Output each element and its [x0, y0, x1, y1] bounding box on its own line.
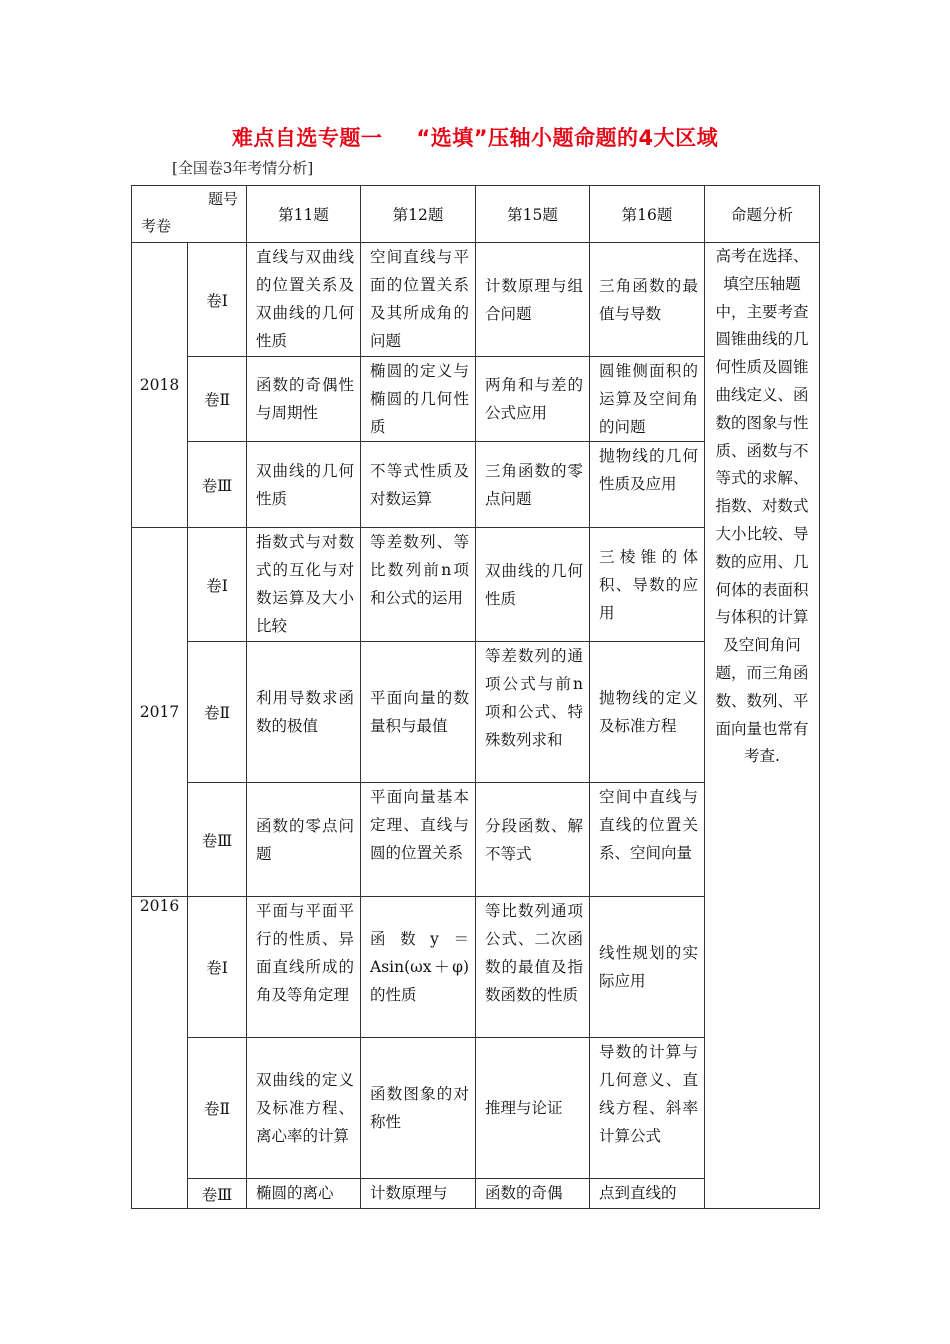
subtitle: [全国卷3年考情分析]	[172, 159, 314, 177]
cell-q11: 双曲线的定义及标准方程、离心率的计算	[256, 1071, 354, 1145]
cell-q12: 平面向量的数量积与最值	[370, 689, 469, 735]
cell-q11: 平面与平面平行的性质、异面直线所成的角及等角定理	[256, 902, 354, 1004]
header-q11: 第11题	[247, 186, 361, 243]
year-2018: 2018	[132, 243, 188, 528]
cell-q11: 椭圆的离心	[256, 1184, 334, 1202]
analysis-text: 高考在选择、填空压轴题中，主要考查圆锥曲线的几何性质及圆锥曲线定义、函数的图象与性质、函数与不等式的求解、指数、对数式大小比较、导数的应用、几何体的表面积与体积的计算及空间角问题，而三角函数、数列、平面向量也常有考查.	[715, 247, 809, 766]
cell-q11: 函数的奇偶性与周期性	[256, 376, 354, 422]
cell-q12: 计数原理与	[370, 1184, 448, 1202]
header-q16: 第16题	[590, 186, 705, 243]
cell-q15: 三角函数的零点问题	[485, 461, 583, 508]
year-2016: 2016	[132, 897, 188, 1209]
cell-q16: 圆锥侧面积的运算及空间角的问题	[599, 362, 698, 436]
paper-label: 卷Ⅰ	[188, 528, 247, 642]
analysis-cell	[705, 243, 820, 1209]
cell-q16: 线性规划的实际应用	[599, 944, 698, 990]
cell-q15: 双曲线的几何性质	[485, 561, 583, 608]
header-q15: 第15题	[476, 186, 590, 243]
cell-q11: 指数式与对数式的互化与对数运算及大小比较	[256, 533, 354, 635]
cell-q16: 空间中直线与直线的位置关系、空间向量	[599, 788, 698, 862]
corner-label-question: 题号	[207, 190, 238, 208]
paper-label: 卷Ⅱ	[188, 357, 247, 442]
cell-q12: 平面向量基本定理、直线与圆的位置关系	[370, 788, 469, 862]
cell-q15: 推理与论证	[485, 1099, 563, 1117]
cell-q15: 计数原理与组合问题	[485, 276, 583, 323]
cell-q12: 空间直线与平面的位置关系及其所成角的问题	[370, 248, 469, 350]
cell-q12: 等差数列、等比数列前n项和公式的运用	[370, 533, 469, 607]
cell-q15: 函数的奇偶	[485, 1184, 563, 1202]
cell-q16: 三棱锥的体积、导数的应用	[599, 547, 698, 622]
exam-analysis-table	[131, 185, 820, 1209]
title-part-b: “选填”压轴小题命题的4大区域	[416, 126, 719, 150]
cell-q12: 不等式性质及对数运算	[370, 461, 469, 508]
cell-q15: 等比数列通项公式、二次函数的最值及指数函数的性质	[485, 902, 583, 1004]
header-row	[132, 186, 820, 243]
cell-q16: 点到直线的	[599, 1184, 677, 1202]
cell-q16: 三角函数的最值与导数	[599, 276, 698, 323]
paper-label: 卷Ⅰ	[188, 243, 247, 357]
cell-q15: 分段函数、解不等式	[485, 816, 583, 863]
year-2017: 2017	[132, 528, 188, 897]
page-title	[0, 122, 950, 152]
paper-label: 卷Ⅲ	[188, 783, 247, 897]
paper-label: 卷Ⅲ	[188, 442, 247, 528]
cell-q15: 等差数列的通项公式与前n项和公式、特殊数列求和	[485, 647, 583, 749]
cell-q16: 抛物线的定义及标准方程	[599, 689, 698, 735]
table-row	[132, 243, 820, 357]
header-q12: 第12题	[361, 186, 476, 243]
corner-cell	[132, 186, 247, 243]
header-analysis: 命题分析	[705, 186, 820, 243]
cell-q16: 导数的计算与几何意义、直线方程、斜率计算公式	[599, 1043, 698, 1145]
paper-label: 卷Ⅲ	[188, 1179, 247, 1209]
cell-q12: 函数图象的对称性	[370, 1085, 469, 1131]
cell-q12: 椭圆的定义与椭圆的几何性质	[370, 362, 469, 436]
cell-q11: 直线与双曲线的位置关系及双曲线的几何性质	[256, 248, 354, 350]
cell-q11: 利用导数求函数的极值	[256, 689, 354, 735]
cell-q12: 函数y＝Asin(ωx＋φ)的性质	[370, 930, 469, 1004]
paper-label: 卷Ⅰ	[188, 897, 247, 1038]
cell-q11: 双曲线的几何性质	[256, 461, 354, 508]
cell-q15: 两角和与差的公式应用	[485, 376, 583, 422]
cell-q11: 函数的零点问题	[256, 816, 354, 863]
title-part-a: 难点自选专题一	[231, 126, 383, 150]
paper-label: 卷Ⅱ	[188, 1038, 247, 1179]
cell-q16: 抛物线的几何性质及应用	[599, 447, 698, 493]
corner-label-paper: 考卷	[141, 217, 172, 235]
paper-label: 卷Ⅱ	[188, 642, 247, 783]
